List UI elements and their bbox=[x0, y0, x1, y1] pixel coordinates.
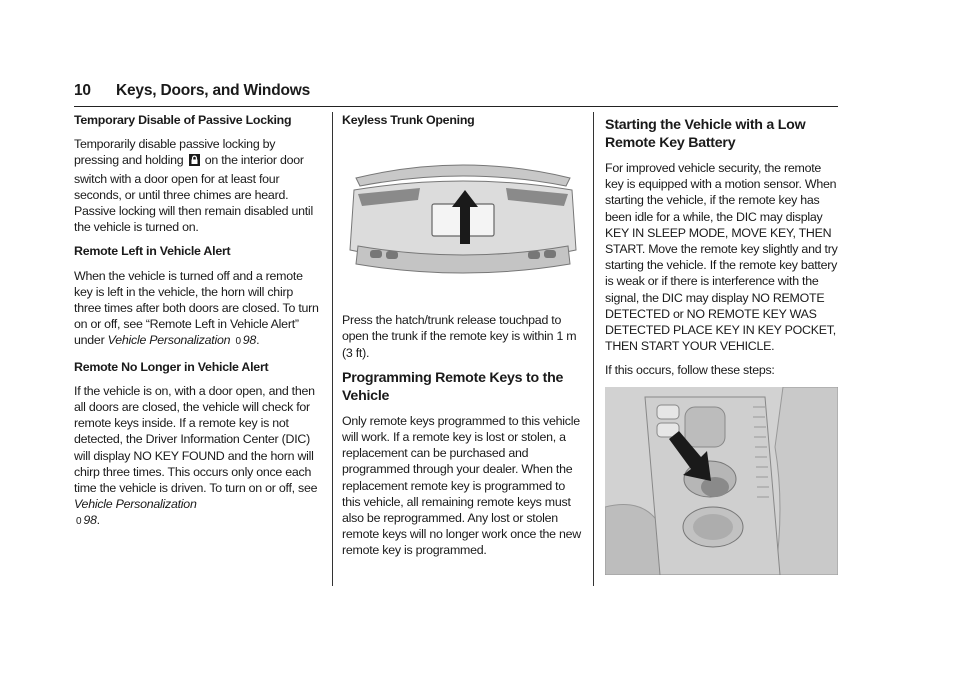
paragraph-text: If the vehicle is on, with a door open, and then all doors are closed, the vehicle will check for remote keys inside. If a remote key is not detected, the Driver Information Center (DIC) will display NO KEY FOUND and the horn will chirp three times. This occurs only once each time the vehicle is driven. To turn on or off, see bbox=[74, 383, 318, 496]
paragraph-text: When the vehicle is turned off and a remote key is left in the vehicle, the horn will chirp three times after both doors are closed. To turn on or off, see “Remote Left in Vehicle Alert” under bbox=[74, 268, 319, 348]
page-reference-arrow-icon: 0 bbox=[235, 336, 241, 348]
page-reference-number[interactable]: 98 bbox=[83, 513, 97, 528]
cross-reference-link[interactable]: Vehicle Personalization bbox=[107, 333, 231, 348]
page-reference-number[interactable]: 98 bbox=[242, 333, 257, 348]
heading-programming: Programming Remote Keys to the Vehicle bbox=[342, 369, 564, 404]
section-title: Keys, Doors, and Windows bbox=[116, 82, 311, 99]
paragraph-remote-left: When the vehicle is turned off and a remote key is left in the vehicle, the horn will chirp three times after both doors are closed. To turn on or off, see “Remote Left in Vehicle Alert” under Vehicle Personalization 0 98. bbox=[74, 268, 319, 348]
paragraph-text: Temporarily disable passive locking by pressing and holding bbox=[74, 137, 276, 168]
paragraph-text: on the interior door switch with a door open for at least four seconds, or until three chimes are heard. Passive locking will then remain disabled until the vehicle is turned on. bbox=[74, 153, 313, 235]
heading-temporary-disable: Temporary Disable of Passive Locking bbox=[74, 113, 292, 127]
heading-remote-left: Remote Left in Vehicle Alert bbox=[74, 244, 231, 259]
heading-keyless-trunk: Keyless Trunk Opening bbox=[342, 113, 475, 127]
column-2 bbox=[342, 112, 582, 567]
heading-no-longer-in-vehicle: Remote No Longer in Vehicle Alert bbox=[74, 359, 269, 374]
column-3 bbox=[605, 112, 840, 575]
paragraph-programming: Only remote keys programmed to this vehicle will work. If a remote key is lost or stolen, a replacement can be purchased and programmed through your dealer. When the replacement remote key is programmed to this vehicle, all remaining remote keys must also be reprogrammed. Any lost or stolen remote keys will no longer work once the new remote key is programmed. bbox=[342, 413, 581, 558]
column-1 bbox=[74, 112, 322, 539]
paragraph-trunk: Press the hatch/trunk release touchpad to open the trunk if the remote key is within 1 m (3 ft). bbox=[342, 313, 577, 360]
page-number: 10 bbox=[74, 82, 91, 99]
column-divider bbox=[593, 112, 594, 586]
cross-reference-link[interactable]: Vehicle Personalization bbox=[74, 497, 197, 512]
paragraph-steps: If this occurs, follow these steps: bbox=[605, 363, 775, 378]
console-key-pocket-illustration bbox=[605, 387, 838, 575]
up-arrow-icon bbox=[452, 190, 478, 244]
down-arrow-icon bbox=[667, 431, 713, 483]
page-reference-arrow-icon: 0 bbox=[76, 516, 82, 528]
heading-low-battery: Starting the Vehicle with a Low Remote Key Battery bbox=[605, 117, 806, 151]
page-header bbox=[74, 80, 838, 107]
paragraph-temporary-disable bbox=[74, 136, 322, 235]
paragraph-low-battery: For improved vehicle security, the remote key is equipped with a motion sensor. When starting the vehicle, if the remote key has been idle for a while, the DIC may display KEY IN SLEEP MODE, MOVE KEY, THEN START. Move the remote key slightly and try starting the vehicle. If the remote key battery is weak or if there is interference with the signal, the DIC may display NO REMOTE DETECTED or NO REMOTE KEY WAS DETECTED PLACE KEY IN KEY POCKET, THEN START YOUR VEHICLE. bbox=[605, 161, 838, 354]
column-divider bbox=[332, 112, 333, 586]
rear-car-illustration bbox=[348, 154, 578, 284]
paragraph-no-longer-in-vehicle: If the vehicle is on, with a door open, and then all doors are closed, the vehicle will check for remote keys inside. If a remote key is not detected, the Driver Information Center (DIC) will display NO KEY FOUND and the horn will chirp three times. This occurs only once each time the vehicle is driven. To turn on or off, see Vehicle Personalization 0 98. bbox=[74, 383, 318, 528]
lock-icon bbox=[189, 154, 200, 170]
